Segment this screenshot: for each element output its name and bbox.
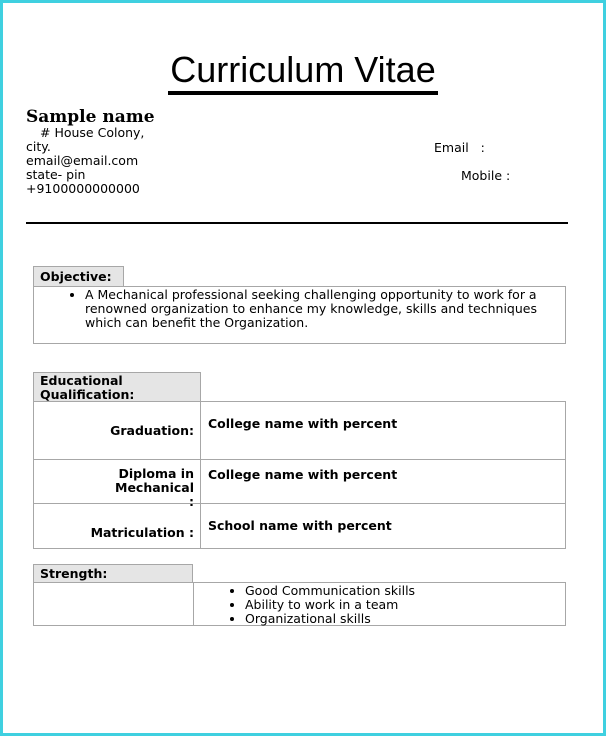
mobile-label: Mobile : [461, 168, 511, 183]
list-item [85, 288, 552, 330]
address-line: city. [26, 139, 51, 154]
email-label: Email : [434, 140, 485, 155]
strength-heading: Strength: [33, 564, 193, 583]
strength-list [232, 584, 552, 626]
education-value: College name with percent [208, 467, 398, 482]
objective-text: A Mechanical professional seeking challenging opportunity to work for a renowned organization to enhance my knowledge, skills and techniques which can benefit the Organization. [85, 287, 537, 330]
objective-list [52, 288, 552, 330]
address-line: email@email.com [26, 153, 139, 168]
address-line: # House Colony, [40, 125, 145, 140]
education-row-matriculation [33, 503, 566, 549]
list-item [245, 612, 552, 626]
strength-text: Good Communication skills [245, 583, 416, 598]
education-row-graduation [33, 401, 566, 460]
address-line: +9100000000000 [26, 181, 140, 196]
strength-text: Ability to work in a team [245, 597, 399, 612]
education-row-diploma [33, 459, 566, 509]
candidate-name: Sample name [26, 107, 155, 127]
education-label: Graduation: [34, 402, 201, 459]
objective-heading: Objective: [33, 266, 124, 287]
education-value: College name with percent [208, 416, 398, 431]
education-heading: Educational Qualification: [33, 372, 201, 402]
strength-left-cell [33, 582, 194, 626]
header-divider [26, 222, 568, 224]
address-line: state- pin [26, 167, 86, 182]
document-title-wrapper [0, 50, 606, 95]
education-label: Diploma in Mechanical : [34, 460, 201, 503]
strength-text: Organizational skills [245, 611, 371, 626]
list-item [245, 598, 552, 612]
list-item [245, 584, 552, 598]
address-block [26, 126, 144, 196]
education-value: School name with percent [208, 518, 392, 533]
education-label: Matriculation : [34, 504, 201, 548]
document-title: Curriculum Vitae [168, 50, 437, 95]
